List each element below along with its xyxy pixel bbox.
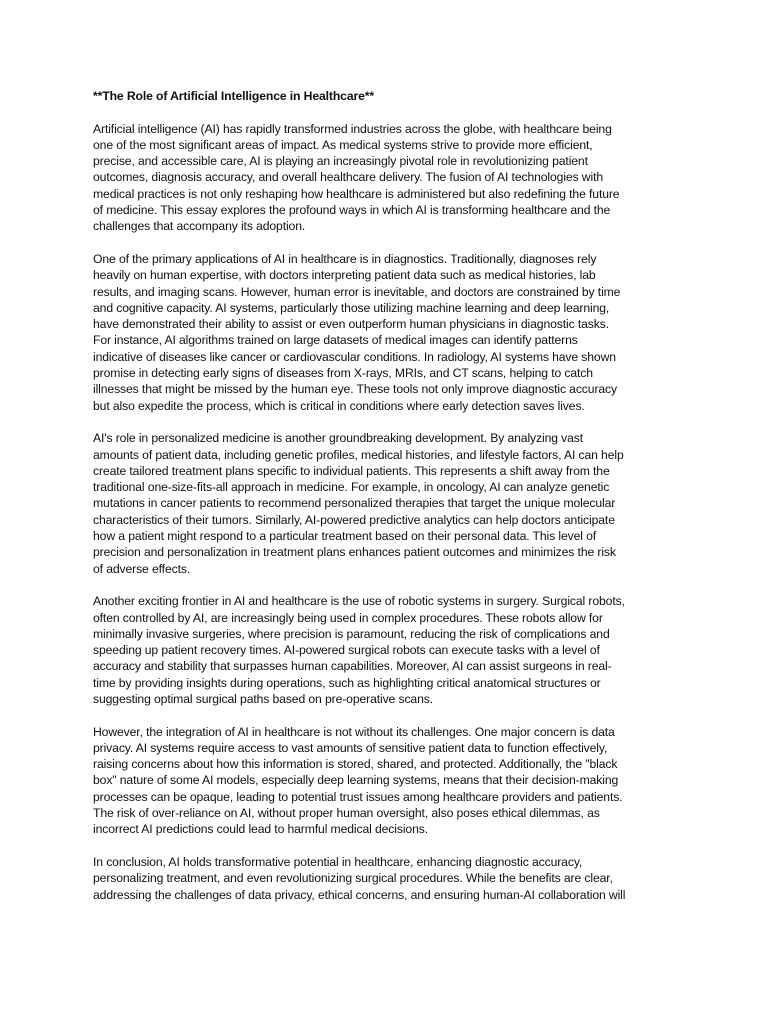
text-line: raising concerns about how this information is stored, shared, and protected. Additionally, the "black xyxy=(93,757,618,772)
text-line: suggesting optimal surgical paths based on pre-operative scans. xyxy=(93,691,433,706)
text-line: personalizing treatment, and even revolutionizing surgical procedures. While the benefits are clear, xyxy=(93,871,613,886)
text-line: mutations in cancer patients to recommend personalized therapies that target the unique molecular xyxy=(93,496,616,511)
text-line: AI's role in personalized medicine is another groundbreaking development. By analyzing vast xyxy=(93,431,584,446)
text-line: speeding up patient recovery times. AI-powered surgical robots can execute tasks with a level of xyxy=(93,643,600,658)
text-line: time by providing insights during operations, such as highlighting critical anatomical structures or xyxy=(93,675,601,690)
paragraph xyxy=(93,251,625,414)
text-line: minimally invasive surgeries, where precision is paramount, reducing the risk of complications and xyxy=(93,626,610,641)
text-line: create tailored treatment plans specific to individual patients. This represents a shift away from the xyxy=(93,463,610,478)
document-page xyxy=(93,88,625,919)
text-line: and cognitive capacity. AI systems, particularly those utilizing machine learning and deep learning, xyxy=(93,300,610,315)
text-line: illnesses that might be missed by the human eye. These tools not only improve diagnostic accuracy xyxy=(93,382,617,397)
text-line: of adverse effects. xyxy=(93,561,191,576)
text-line: Another exciting frontier in AI and healthcare is the use of robotic systems in surgery. Surgical robots, xyxy=(93,594,625,609)
text-line: traditional one-size-fits-all approach in medicine. For example, in oncology, AI can analyze genetic xyxy=(93,480,610,495)
text-line: accuracy and stability that surpasses human capabilities. Moreover, AI can assist surgeons in real- xyxy=(93,659,612,674)
text-line: amounts of patient data, including genetic profiles, medical histories, and lifestyle factors, AI can help xyxy=(93,447,624,462)
text-line: challenges that accompany its adoption. xyxy=(93,219,306,234)
text-line: In conclusion, AI holds transformative potential in healthcare, enhancing diagnostic accuracy, xyxy=(93,854,583,869)
text-line: heavily on human expertise, with doctors interpreting patient data such as medical histories, lab xyxy=(93,268,596,283)
document-body xyxy=(93,121,625,903)
text-line: privacy. AI systems require access to vast amounts of sensitive patient data to function effectively, xyxy=(93,740,608,755)
paragraph xyxy=(93,121,625,235)
paragraph xyxy=(93,854,625,903)
paragraph xyxy=(93,724,625,838)
text-line: One of the primary applications of AI in healthcare is in diagnostics. Traditionally, diagnoses rely xyxy=(93,251,597,266)
text-line: one of the most significant areas of impact. As medical systems strive to provide more efficient, xyxy=(93,137,593,152)
text-line: Artificial intelligence (AI) has rapidly transformed industries across the globe, with healthcare being xyxy=(93,121,612,136)
text-line: often controlled by AI, are increasingly being used in complex procedures. These robots allow for xyxy=(93,610,603,625)
text-line: results, and imaging scans. However, human error is inevitable, and doctors are constrained by time xyxy=(93,284,621,299)
text-line: characteristics of their tumors. Similarly, AI-powered predictive analytics can help doctors anticipate xyxy=(93,512,615,527)
text-line: how a patient might respond to a particular treatment based on their personal data. This level of xyxy=(93,529,597,544)
text-line: addressing the challenges of data privacy, ethical concerns, and ensuring human-AI collaboration will xyxy=(93,887,626,902)
text-line: processes can be opaque, leading to potential trust issues among healthcare providers and patients. xyxy=(93,789,623,804)
text-line: indicative of diseases like cancer or cardiovascular conditions. In radiology, AI systems have shown xyxy=(93,349,616,364)
text-line: have demonstrated their ability to assist or even outperform human physicians in diagnostic tasks. xyxy=(93,317,609,332)
text-line: outcomes, diagnosis accuracy, and overall healthcare delivery. The fusion of AI technologies with xyxy=(93,170,604,185)
text-line: but also expedite the process, which is critical in conditions where early detection saves lives. xyxy=(93,398,585,413)
text-line: medical practices is not only reshaping how healthcare is administered but also redefining the future xyxy=(93,186,620,201)
paragraph xyxy=(93,430,625,577)
text-line: box" nature of some AI models, especially deep learning systems, means that their decision-making xyxy=(93,773,619,788)
text-line: The risk of over-reliance on AI, without proper human oversight, also poses ethical dilemmas, as xyxy=(93,806,600,821)
text-line: However, the integration of AI in healthcare is not without its challenges. One major concern is data xyxy=(93,724,615,739)
text-line: precision and personalization in treatment plans enhances patient outcomes and minimizes the risk xyxy=(93,545,616,560)
paragraph xyxy=(93,593,625,707)
document-title: **The Role of Artificial Intelligence in Healthcare** xyxy=(93,89,375,103)
text-line: promise in detecting early signs of diseases from X-rays, MRIs, and CT scans, helping to catch xyxy=(93,366,593,381)
text-line: incorrect AI predictions could lead to harmful medical decisions. xyxy=(93,822,428,837)
text-line: For instance, AI algorithms trained on large datasets of medical images can identify patterns xyxy=(93,333,578,348)
text-line: of medicine. This essay explores the profound ways in which AI is transforming healthcare and the xyxy=(93,203,611,218)
text-line: precise, and accessible care, AI is playing an increasingly pivotal role in revolutionizing patient xyxy=(93,154,588,169)
